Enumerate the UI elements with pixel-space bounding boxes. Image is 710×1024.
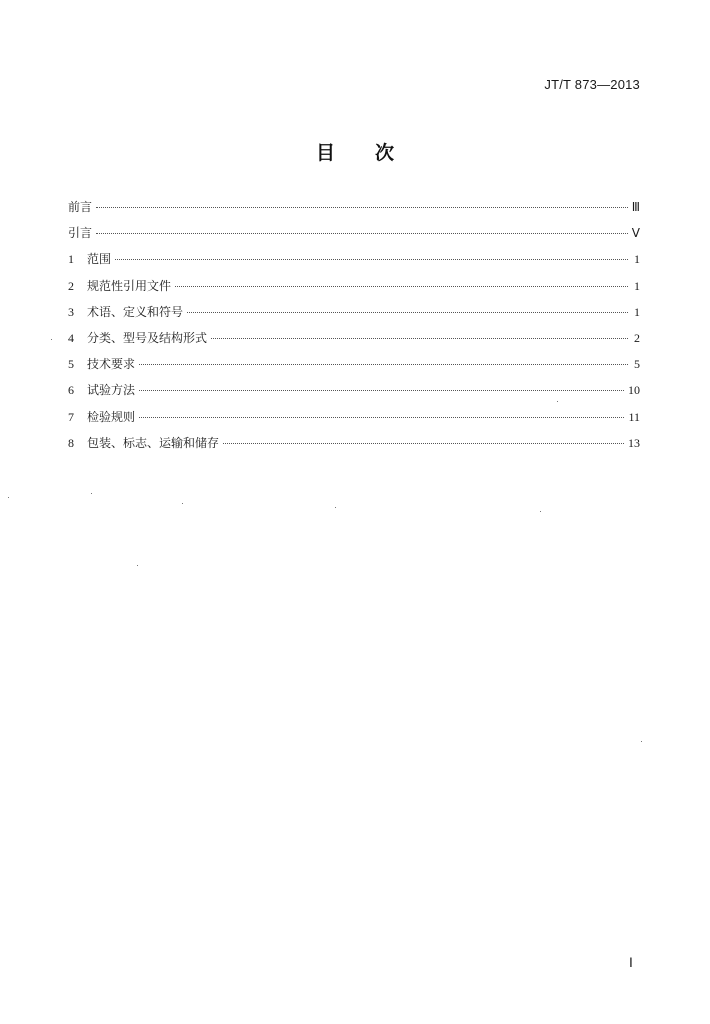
toc-entry-page: 1 <box>634 252 640 267</box>
toc-entry-page: 10 <box>628 383 640 398</box>
dot-leader <box>223 443 624 444</box>
scan-speck <box>137 565 138 566</box>
dot-leader <box>96 207 628 208</box>
toc-entry-label: 范围 <box>87 252 112 267</box>
toc-entry-number: 1 <box>68 252 74 267</box>
toc-entry-label: 术语、定义和符号 <box>87 304 184 319</box>
toc-entry-inspection-rules[interactable] <box>68 408 640 434</box>
table-of-contents <box>68 198 640 460</box>
standard-code: JT/T 873—2013 <box>544 77 640 92</box>
dot-leader <box>115 259 628 260</box>
toc-entry-foreword[interactable] <box>68 198 640 224</box>
toc-entry-page: Ⅴ <box>631 226 640 241</box>
toc-entry-number: 5 <box>68 357 74 372</box>
toc-entry-scope[interactable] <box>68 250 640 276</box>
scan-speck <box>182 503 183 504</box>
toc-entry-page: 1 <box>634 278 640 293</box>
toc-entry-number: 4 <box>68 330 74 345</box>
toc-entry-page: Ⅲ <box>631 200 640 214</box>
toc-entry-number: 6 <box>68 383 74 398</box>
toc-entry-introduction[interactable] <box>68 224 640 250</box>
toc-entry-label: 包装、标志、运输和储存 <box>87 435 220 450</box>
dot-leader <box>175 286 628 287</box>
toc-entry-page: 5 <box>634 357 640 372</box>
toc-entry-label: 规范性引用文件 <box>87 278 172 293</box>
scan-speck <box>641 741 642 742</box>
dot-leader <box>187 312 628 313</box>
toc-entry-terms-definitions[interactable] <box>68 303 640 329</box>
page-number: Ⅰ <box>629 955 633 970</box>
toc-entry-number: 7 <box>68 409 74 424</box>
toc-entry-label: 引言 <box>68 226 93 241</box>
toc-entry-page: 2 <box>634 330 640 345</box>
toc-entry-normative-references[interactable] <box>68 277 640 303</box>
toc-entry-page: 13 <box>628 435 640 450</box>
toc-entry-label: 试验方法 <box>87 383 136 398</box>
toc-entry-page: 1 <box>634 304 640 319</box>
dot-leader <box>139 417 624 418</box>
toc-entry-label: 分类、型号及结构形式 <box>87 330 208 345</box>
scan-speck <box>8 497 9 498</box>
dot-leader <box>211 338 628 339</box>
toc-entry-label: 前言 <box>68 200 93 214</box>
toc-entry-test-methods[interactable] <box>68 381 640 407</box>
dot-leader <box>139 390 624 391</box>
toc-entry-label: 技术要求 <box>87 357 136 372</box>
toc-entry-page: 11 <box>628 409 640 424</box>
toc-entry-packaging-marking[interactable] <box>68 434 640 460</box>
scan-speck <box>557 401 558 402</box>
dot-leader <box>96 233 628 234</box>
toc-entry-label: 检验规则 <box>87 409 136 424</box>
toc-entry-number: 2 <box>68 278 74 293</box>
toc-entry-classification[interactable] <box>68 329 640 355</box>
scan-speck <box>540 511 541 512</box>
scan-speck <box>91 493 92 494</box>
toc-entry-technical-requirements[interactable] <box>68 355 640 381</box>
toc-title: 目次 <box>315 142 434 164</box>
toc-entry-number: 8 <box>68 435 74 450</box>
scan-speck <box>335 507 336 508</box>
scan-speck <box>51 339 52 340</box>
toc-entry-number: 3 <box>68 304 74 319</box>
dot-leader <box>139 364 628 365</box>
